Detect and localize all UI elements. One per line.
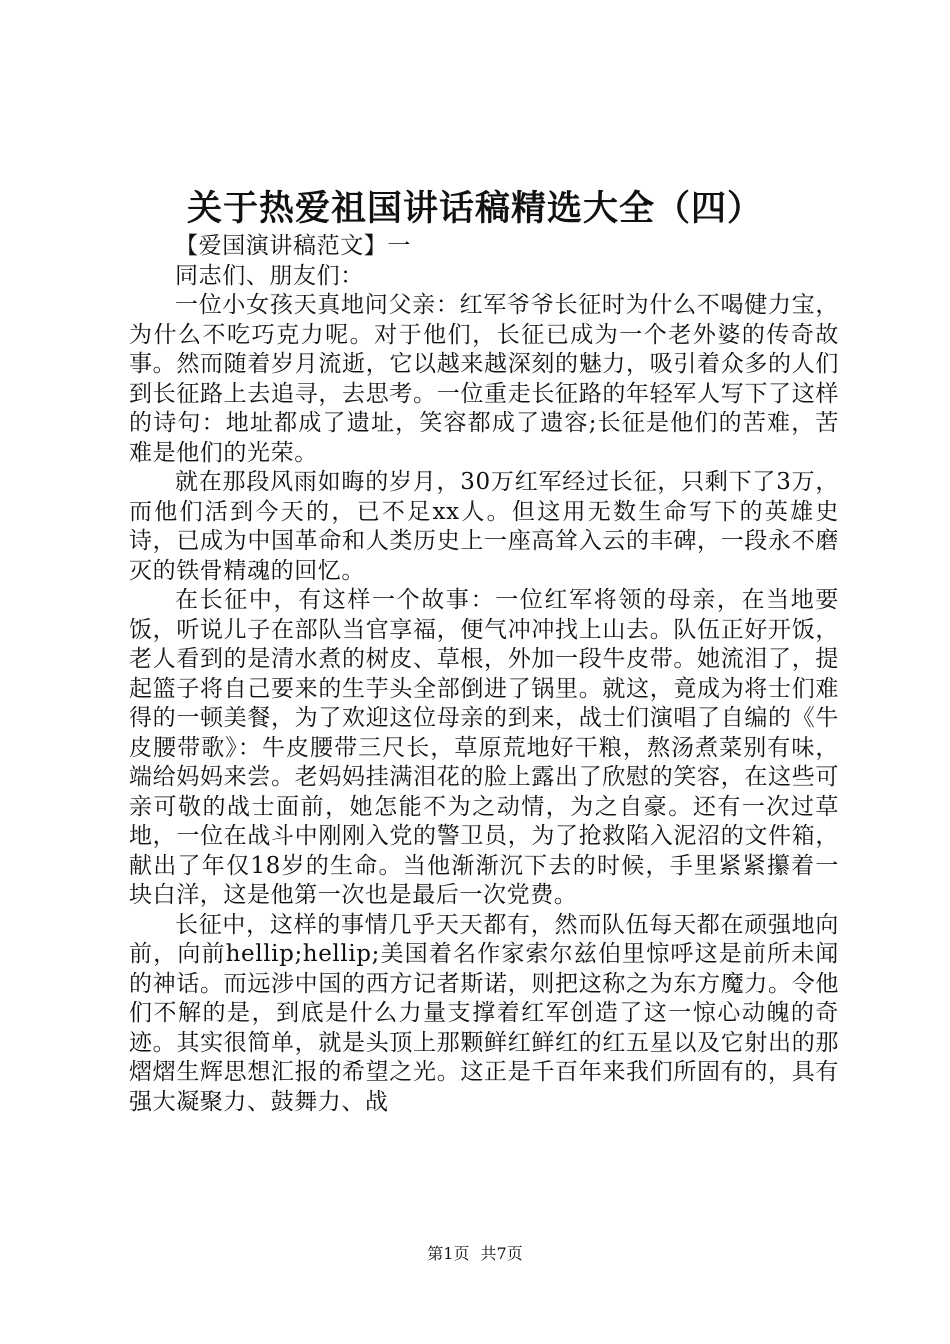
section-heading: 【爱国演讲稿范文】一 [175,233,411,259]
salutation: 同志们、朋友们： [175,262,364,289]
paragraph: 在长征中，有这样一个故事：一位红军将领的母亲，在当地要饭，听说儿子在部队当官享福，便气冲冲找上山去。队伍正好开饭，老人看到的是清水煮的树皮、草根，外加一段牛皮带。她流泪了，提起篮子将自己要来的生芋头全部倒进了锅里。就这，竟成为将士们难得的一顿美餐，为了欢迎这位母亲的到来，战士们演唱了自编的《牛皮腰带歌》：牛皮腰带三尺长，草原荒地好干粮，熬汤煮菜别有味，端给妈妈来尝。老妈妈挂满泪花的脸上露出了欣慰的笑容，在这些可亲可敬的战士面前，她怎能不为之动情，为之自豪。还有一次过草地，一位在战斗中刚刚入党的警卫员，为了抢救陷入泥沼的文件箱，献出了年仅18岁的生命。当他渐渐沉下去的时候，手里紧紧攥着一块白洋，这是他第一次也是最后一次党费。 [129,587,839,908]
page-footer [0,1243,950,1265]
page-number: 第1页 [427,1244,470,1263]
document-title: 关于热爱祖国讲话稿精选大全（四） [186,188,763,229]
page-total: 共7页 [480,1244,523,1263]
document-body [129,232,839,1117]
paragraph: 就在那段风雨如晦的岁月，30万红军经过长征，只剩下了3万，而他们活到今天的，已不足xx人。但这用无数生命写下的英雄史诗，已成为中国革命和人类历史上一座高耸入云的丰碑，一段永不磨灭的铁骨精魂的回忆。 [129,469,839,584]
paragraph: 长征中，这样的事情几乎天天都有，然而队伍每天都在顽强地向前，向前hellip;hellip;美国着名作家索尔兹伯里惊呼这是前所未闻的神话。而远涉中国的西方记者斯诺，则把这称之为东方魔力。令他们不解的是，到底是什么力量支撑着红军创造了这一惊心动魄的奇迹。其实很简单，就是头顶上那颗鲜红鲜红的红五星以及它射出的那熠熠生辉思想汇报的希望之光。这正是千百年来我们所固有的，具有强大凝聚力、鼓舞力、战 [129,911,839,1115]
paragraph: 一位小女孩天真地问父亲：红军爷爷长征时为什么不喝健力宝，为什么不吃巧克力呢。对于他们，长征已成为一个老外婆的传奇故事。然而随着岁月流逝，它以越来越深刻的魅力，吸引着众多的人们到长征路上去追寻，去思考。一位重走长征路的年轻军人写下了这样的诗句：地址都成了遗址，笑容都成了遗容;长征是他们的苦难，苦难是他们的光荣。 [129,292,839,466]
